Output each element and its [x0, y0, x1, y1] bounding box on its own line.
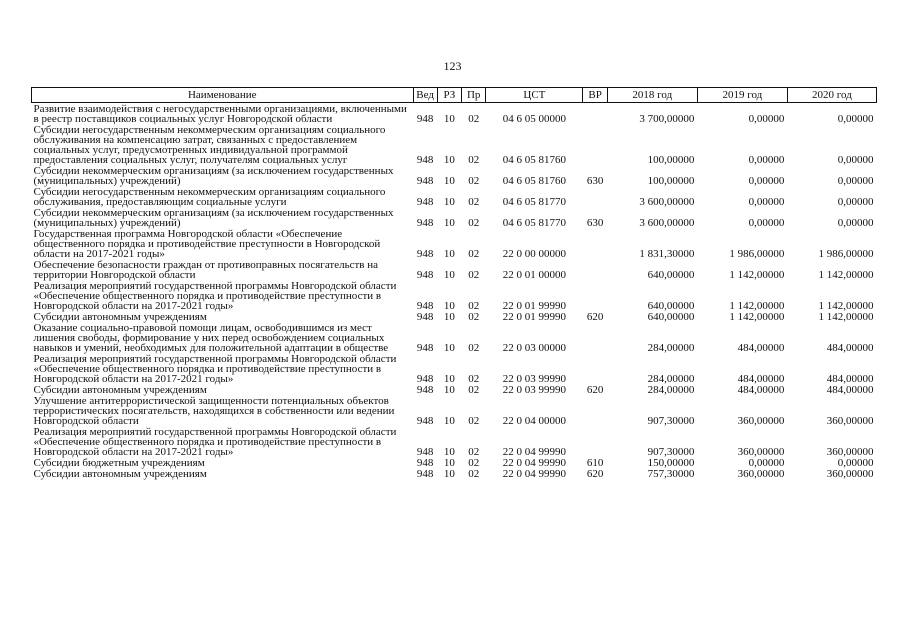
table-row	[32, 280, 877, 311]
cell-2019: 1 142,00000	[729, 269, 785, 281]
cell-name: Субсидии негосударственным некоммерческим организациям социального обслуживания, предоставляющим социальные услуги	[33, 186, 386, 208]
cell-2019: 484,00000	[737, 384, 785, 396]
cell-2019: 1 142,00000	[729, 311, 785, 323]
cell-cst: 04 6 05 81760	[502, 154, 567, 166]
column-header-name: Наименование	[32, 88, 414, 103]
cell-cst: 22 0 03 99990	[502, 384, 567, 396]
cell-2019: 0,00000	[748, 217, 785, 229]
cell-vr	[583, 103, 607, 125]
column-header-pr: Пр	[462, 88, 486, 103]
cell-rz: 10	[443, 217, 455, 229]
cell-name: Развитие взаимодействия с негосударственными организациями, включенными в реестр поставщиков социальных услуг Новгородской области	[33, 103, 407, 125]
cell-2018: 640,00000	[647, 300, 695, 312]
cell-cst: 22 0 04 99990	[502, 468, 567, 480]
cell-2020: 0,00000	[837, 113, 874, 125]
cell-ved: 948	[416, 311, 434, 323]
cell-rz: 10	[443, 154, 455, 166]
cell-2020: 360,00000	[826, 415, 874, 427]
cell-2018: 907,30000	[647, 415, 695, 427]
cell-cst: 04 6 05 00000	[502, 113, 567, 125]
cell-pr: 02	[468, 269, 480, 281]
cell-cst: 04 6 05 81760	[502, 175, 567, 187]
column-header-2020: 2020 год	[787, 88, 876, 103]
cell-cst: 22 0 03 00000	[502, 342, 567, 354]
cell-ved: 948	[416, 384, 434, 396]
cell-2019: 0,00000	[748, 196, 785, 208]
cell-name: Обеспечение безопасности граждан от противоправных посягательств на территории Новгородской области	[33, 259, 379, 281]
cell-rz: 10	[443, 457, 455, 469]
cell-name: Улучшение антитеррористической защищенности потенциальных объектов террористических посягательств, находящихся в собственности или ведении Новгородской области	[33, 395, 395, 427]
cell-rz: 10	[443, 415, 455, 427]
table-row	[32, 426, 877, 457]
cell-ved: 948	[416, 154, 434, 166]
cell-ved: 948	[416, 446, 434, 458]
cell-2018: 3 700,00000	[639, 113, 695, 125]
cell-2020: 0,00000	[837, 217, 874, 229]
cell-name: Субсидии некоммерческим организациям (за исключением государственных (муниципальных) учреждений)	[33, 207, 394, 229]
cell-cst: 22 0 04 00000	[502, 415, 567, 427]
cell-cst: 22 0 01 00000	[502, 269, 567, 281]
cell-vr	[583, 395, 607, 426]
table-header-row	[32, 88, 877, 103]
cell-ved: 948	[416, 373, 434, 385]
column-header-vr: ВР	[583, 88, 607, 103]
cell-2020: 0,00000	[837, 196, 874, 208]
cell-2020: 484,00000	[826, 373, 874, 385]
cell-vr	[583, 280, 607, 311]
cell-ved: 948	[416, 457, 434, 469]
cell-2019: 1 142,00000	[729, 300, 785, 312]
cell-vr: 630	[586, 217, 604, 229]
cell-name: Реализация мероприятий государственной программы Новгородской области «Обеспечение общественного порядка и противодействие преступности в Новгородской области на 2017-2021 годы»	[33, 280, 397, 312]
table-row	[32, 186, 877, 207]
cell-ved: 948	[416, 175, 434, 187]
cell-ved: 948	[416, 300, 434, 312]
cell-pr: 02	[468, 248, 480, 260]
table-row	[32, 384, 877, 395]
cell-pr: 02	[468, 300, 480, 312]
cell-vr	[583, 426, 607, 457]
cell-2018: 150,00000	[647, 457, 695, 469]
cell-2019: 1 986,00000	[729, 248, 785, 260]
cell-name: Оказание социально-правовой помощи лицам, освободившимся из мест лишения свободы, формирование у них перед освобождением социальных навыков и умений, необходимых для положительной адаптации в обществе	[33, 322, 389, 354]
cell-2018: 284,00000	[647, 384, 695, 396]
cell-2018: 100,00000	[647, 175, 695, 187]
table-row	[32, 207, 877, 228]
cell-2018: 907,30000	[647, 446, 695, 458]
cell-rz: 10	[443, 248, 455, 260]
cell-pr: 02	[468, 457, 480, 469]
cell-rz: 10	[443, 373, 455, 385]
cell-2018: 100,00000	[647, 154, 695, 166]
cell-ved: 948	[416, 196, 434, 208]
cell-pr: 02	[468, 113, 480, 125]
column-header-cst: ЦСТ	[486, 88, 583, 103]
cell-2019: 484,00000	[737, 342, 785, 354]
cell-pr: 02	[468, 154, 480, 166]
cell-2019: 360,00000	[737, 446, 785, 458]
cell-vr	[583, 124, 607, 165]
cell-vr: 610	[586, 457, 604, 469]
cell-pr: 02	[468, 175, 480, 187]
cell-rz: 10	[443, 196, 455, 208]
cell-2020: 1 142,00000	[818, 300, 874, 312]
cell-pr: 02	[468, 311, 480, 323]
cell-name: Государственная программа Новгородской области «Обеспечение общественного порядка и противодействие преступности в Новгородской области на 2017-2021 годы»	[33, 228, 381, 260]
cell-2020: 1 142,00000	[818, 269, 874, 281]
table-row	[32, 311, 877, 322]
cell-rz: 10	[443, 175, 455, 187]
cell-ved: 948	[416, 113, 434, 125]
budget-table	[31, 87, 877, 479]
cell-2018: 1 831,30000	[639, 248, 695, 260]
table-row	[32, 322, 877, 353]
cell-cst: 22 0 04 99990	[502, 457, 567, 469]
cell-cst: 22 0 01 99990	[502, 311, 567, 323]
cell-2018: 640,00000	[647, 311, 695, 323]
cell-name: Субсидии автономным учреждениям	[33, 468, 207, 480]
cell-cst: 22 0 01 99990	[502, 300, 567, 312]
cell-2018: 284,00000	[647, 342, 695, 354]
table-row	[32, 165, 877, 186]
cell-pr: 02	[468, 342, 480, 354]
cell-2020: 484,00000	[826, 342, 874, 354]
page-number: 123	[443, 59, 462, 73]
column-header-2019: 2019 год	[697, 88, 787, 103]
cell-2018: 757,30000	[647, 468, 695, 480]
cell-name: Субсидии некоммерческим организациям (за исключением государственных (муниципальных) учреждений)	[33, 165, 394, 187]
cell-pr: 02	[468, 415, 480, 427]
cell-ved: 948	[416, 269, 434, 281]
cell-vr: 630	[586, 175, 604, 187]
cell-rz: 10	[443, 113, 455, 125]
cell-2019: 360,00000	[737, 468, 785, 480]
cell-2019: 0,00000	[748, 457, 785, 469]
cell-2019: 360,00000	[737, 415, 785, 427]
cell-2019: 0,00000	[748, 113, 785, 125]
cell-cst: 04 6 05 81770	[502, 196, 567, 208]
cell-2020: 360,00000	[826, 468, 874, 480]
cell-2018: 640,00000	[647, 269, 695, 281]
cell-2018: 3 600,00000	[639, 196, 695, 208]
column-header-ved: Вед	[413, 88, 437, 103]
cell-vr: 620	[586, 468, 604, 480]
cell-rz: 10	[443, 269, 455, 281]
cell-pr: 02	[468, 446, 480, 458]
cell-pr: 02	[468, 217, 480, 229]
table-row	[32, 103, 877, 125]
cell-pr: 02	[468, 196, 480, 208]
cell-2020: 1 986,00000	[818, 248, 874, 260]
cell-2020: 0,00000	[837, 457, 874, 469]
cell-rz: 10	[443, 446, 455, 458]
cell-2019: 484,00000	[737, 373, 785, 385]
table-body	[32, 103, 877, 480]
cell-rz: 10	[443, 384, 455, 396]
cell-rz: 10	[443, 300, 455, 312]
cell-rz: 10	[443, 342, 455, 354]
cell-2020: 0,00000	[837, 154, 874, 166]
cell-2020: 360,00000	[826, 446, 874, 458]
cell-cst: 22 0 03 99990	[502, 373, 567, 385]
column-header-rz: РЗ	[437, 88, 461, 103]
cell-name: Субсидии автономным учреждениям	[33, 311, 207, 323]
cell-pr: 02	[468, 468, 480, 480]
cell-2020: 0,00000	[837, 175, 874, 187]
cell-2020: 1 142,00000	[818, 311, 874, 323]
table-row	[32, 353, 877, 384]
cell-ved: 948	[416, 468, 434, 480]
cell-cst: 04 6 05 81770	[502, 217, 567, 229]
table-row	[32, 124, 877, 165]
cell-name: Реализация мероприятий государственной программы Новгородской области «Обеспечение общественного порядка и противодействие преступности в Новгородской области на 2017-2021 годы»	[33, 353, 397, 385]
cell-vr: 620	[586, 384, 604, 396]
cell-ved: 948	[416, 342, 434, 354]
table-row	[32, 395, 877, 426]
cell-name: Субсидии негосударственным некоммерческим организациям социального обслуживания на компенсацию затрат, связанных с предоставлением социальных услуг, предусмотренных индивидуальной программой предоставления социальных услуг, получателям социальных услуг	[33, 124, 386, 166]
cell-vr	[583, 186, 607, 207]
cell-name: Реализация мероприятий государственной программы Новгородской области «Обеспечение общественного порядка и противодействие преступности в Новгородской области на 2017-2021 годы»	[33, 426, 397, 458]
cell-vr: 620	[586, 311, 604, 323]
cell-vr	[583, 322, 607, 353]
table-row	[32, 468, 877, 479]
cell-vr	[583, 353, 607, 384]
cell-2019: 0,00000	[748, 175, 785, 187]
cell-vr	[583, 228, 607, 259]
cell-2019: 0,00000	[748, 154, 785, 166]
cell-cst: 22 0 00 00000	[502, 248, 567, 260]
cell-ved: 948	[416, 248, 434, 260]
table-row	[32, 457, 877, 468]
cell-pr: 02	[468, 384, 480, 396]
cell-name: Субсидии бюджетным учреждениям	[33, 457, 205, 469]
cell-2020: 484,00000	[826, 384, 874, 396]
cell-name: Субсидии автономным учреждениям	[33, 384, 207, 396]
table-row	[32, 228, 877, 259]
cell-ved: 948	[416, 415, 434, 427]
column-header-2018: 2018 год	[607, 88, 697, 103]
cell-2018: 284,00000	[647, 373, 695, 385]
cell-rz: 10	[443, 468, 455, 480]
cell-2018: 3 600,00000	[639, 217, 695, 229]
cell-cst: 22 0 04 99990	[502, 446, 567, 458]
table-row	[32, 259, 877, 280]
cell-ved: 948	[416, 217, 434, 229]
cell-vr	[583, 259, 607, 280]
cell-pr: 02	[468, 373, 480, 385]
cell-rz: 10	[443, 311, 455, 323]
